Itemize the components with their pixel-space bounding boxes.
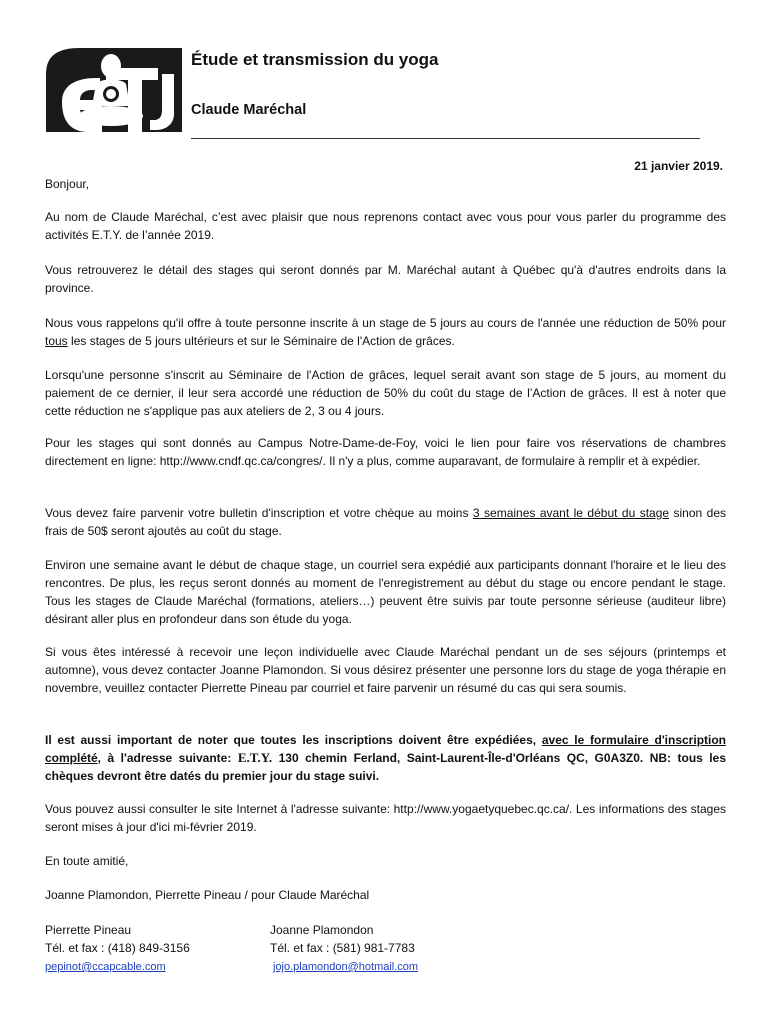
paragraph-2: Vous retrouverez le détail des stages qui seront donnés par M. Maréchal autant à Québec qu'à d'autres endroits dans la province.	[45, 263, 726, 295]
paragraph-4: Lorsqu'une personne s'inscrit au Séminaire de l'Action de grâces, lequel serait avant son stage de 5 jours, au moment du paiement de ce dernier, il leur sera accordé une réduction de 50% du coût du stage de l’Action de grâces. Il est à noter que cette réduction ne s'applique pas aux ateliers de 2, 3 ou 4 jours.	[45, 368, 726, 418]
letter-date: 21 janvier 2019.	[634, 159, 723, 173]
signature: Joanne Plamondon, Pierrette Pineau / pour Claude Maréchal	[45, 888, 370, 902]
paragraph-5: Pour les stages qui sont donnés au Campus Notre-Dame-de-Foy, voici le lien pour faire vos réservations de chambres directement en ligne: http://www.cndf.qc.ca/congres/. Il n'y a plus, comme auparavant, de formulaire à remplir et à expédier.	[45, 436, 726, 468]
org-name: Étude et transmission du yoga	[191, 50, 439, 69]
closing: En toute amitié,	[45, 854, 129, 868]
contact-name: Joanne Plamondon	[270, 923, 374, 937]
greeting: Bonjour,	[45, 177, 90, 191]
contact-pierrette	[45, 921, 190, 976]
paragraph-8: Si vous êtes intéressé à recevoir une leçon individuelle avec Claude Maréchal pendant un de ses séjours (printemps et automne), vous devez contacter Joanne Plamondon. Si vous désirez présenter une personne lors du stage de yoga thérapie en novembre, veuillez contacter Pierrette Pineau par courriel et faire parvenir un résumé du cas qui sera soumis.	[45, 645, 726, 695]
contact-phone: Tél. et fax : (418) 849-3156	[45, 941, 190, 955]
contact-email-link[interactable]: jojo.plamondon@hotmail.com	[273, 961, 419, 973]
contact-joanne	[270, 921, 418, 976]
author-name: Claude Maréchal	[191, 102, 307, 118]
contact-phone: Tél. et fax : (581) 981-7783	[270, 941, 415, 955]
contact-name: Pierrette Pineau	[45, 923, 132, 937]
contact-email-link[interactable]: pepinot@ccapcable.com	[45, 961, 166, 973]
paragraph-7: Environ une semaine avant le début de chaque stage, un courriel sera expédié aux participants donnant l'horaire et le lieu des rencontres. De plus, les reçus seront donnés au moment de l'enregistrement au début du stage ou encore pendant le stage. Tous les stages de Claude Maréchal (formations, ateliers…) peuvent être suivis par toute personne sérieuse (auditeur libre) désirant aller plus en profondeur dans son étude du yoga.	[45, 558, 726, 626]
paragraph-1: Au nom de Claude Maréchal, c’est avec plaisir que nous reprenons contact avec vous pour vous parler du programme des activités E.T.Y. de l’année 2019.	[45, 210, 726, 242]
paragraph-9-important: Il est aussi important de noter que toutes les inscriptions doivent être expédiées, avec le formulaire d'inscription complété, à l'adresse suivante: E.T.Y. 130 chemin Ferland, Saint-Laurent-Île-d'Orléans QC, G0A3Z0. NB: tous les chèques devront être datés du premier jour du stage suivi.	[45, 733, 727, 783]
paragraph-6: Vous devez faire parvenir votre bulletin d'inscription et votre chèque au moins 3 semaines avant le début du stage sinon des frais de 50$ seront ajoutés au coût du stage.	[45, 506, 726, 538]
ety-logo	[40, 44, 182, 136]
header-divider	[191, 138, 700, 139]
paragraph-10: Vous pouvez aussi consulter le site Internet à l'adresse suivante: http://www.yogaetyquebec.qc.ca/. Les informations des stages seront mises à jour d'ici mi-février 2019.	[45, 802, 726, 834]
paragraph-3: Nous vous rappelons qu'il offre à toute personne inscrite à un stage de 5 jours au cours de l'année une réduction de 50% pour tous les stages de 5 jours ultérieurs et sur le Séminaire de l'Action de grâces.	[45, 316, 726, 348]
